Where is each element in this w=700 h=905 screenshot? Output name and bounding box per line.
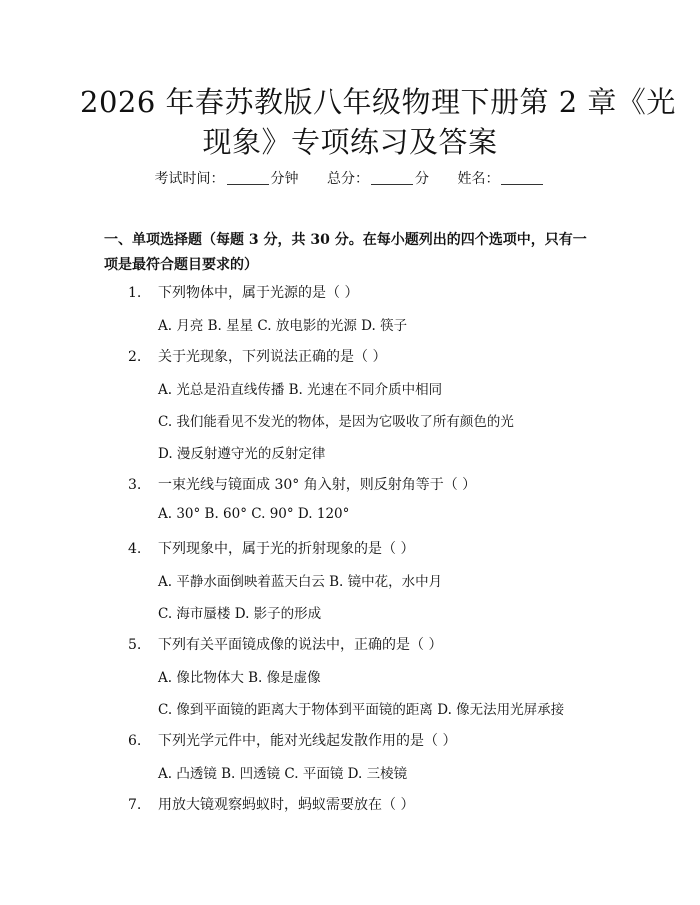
total-score-unit: 分 (415, 171, 429, 187)
exam-time-blank[interactable] (227, 184, 269, 185)
question-3 (128, 474, 476, 494)
question-number: 4. (128, 541, 142, 557)
question-text: 一束光线与镜面成 30° 角入射，则反射角等于（ ） (158, 477, 477, 493)
question-1-options: A. 月亮 B. 星星 C. 放电影的光源 D. 筷子 (158, 318, 408, 334)
question-5-options-cd: C. 像到平面镜的距离大于物体到平面镜的距离 D. 像无法用光屏承接 (158, 702, 565, 718)
title-line-2: 现象》专项练习及答案 (202, 125, 498, 159)
student-name-label: 姓名： (457, 171, 500, 187)
question-2-option-d: D. 漫反射遵守光的反射定律 (158, 446, 326, 462)
question-text: 用放大镜观察蚂蚁时，蚂蚁需要放在（ ） (158, 797, 415, 813)
question-number: 1. (128, 285, 142, 301)
total-score-blank[interactable] (371, 184, 413, 185)
total-score-field (327, 171, 429, 187)
question-3-options: A. 30° B. 60° C. 90° D. 120° (158, 506, 350, 522)
question-2-options-ab: A. 光总是沿直线传播 B. 光速在不同介质中相同 (158, 382, 443, 398)
question-6-options: A. 凸透镜 B. 凹透镜 C. 平面镜 D. 三棱镜 (158, 766, 408, 782)
title-line-1: 2026 年春苏教版八年级物理下册第 2 章《光 (80, 85, 676, 119)
question-text: 关于光现象，下列说法正确的是（ ） (158, 349, 387, 365)
question-number: 7. (128, 797, 142, 813)
question-4-options-cd: C. 海市蜃楼 D. 影子的形成 (158, 606, 322, 622)
exam-time-field (155, 171, 299, 187)
question-2 (128, 346, 386, 366)
question-text: 下列物体中，属于光源的是（ ） (158, 285, 359, 301)
exam-meta (0, 168, 700, 188)
question-text: 下列光学元件中，能对光线起发散作用的是（ ） (158, 733, 457, 749)
question-text: 下列有关平面镜成像的说法中，正确的是（ ） (158, 637, 443, 653)
question-number: 6. (128, 733, 142, 749)
question-number: 5. (128, 637, 142, 653)
question-7 (128, 794, 414, 814)
question-2-option-c: C. 我们能看见不发光的物体，是因为它吸收了所有颜色的光 (158, 414, 514, 430)
question-6 (128, 730, 456, 750)
exam-time-label: 考试时间： (154, 171, 225, 187)
question-4 (128, 538, 414, 558)
section-heading: 一、单项选择题（每题 3 分，共 30 分。在每小题列出的四个选项中，只有一项是最符合题目要求的） (104, 232, 587, 273)
document-title (80, 82, 676, 162)
total-score-label: 总分： (327, 171, 369, 187)
question-1 (128, 282, 358, 302)
question-number: 2. (128, 349, 142, 365)
question-number: 3. (128, 477, 142, 493)
student-name-blank[interactable] (501, 184, 543, 185)
question-4-options-ab: A. 平静水面倒映着蓝天白云 B. 镜中花，水中月 (158, 574, 443, 590)
student-name-field (457, 171, 545, 187)
question-text: 下列现象中，属于光的折射现象的是（ ） (158, 541, 415, 557)
question-5 (128, 634, 442, 654)
exam-time-unit: 分钟 (270, 171, 299, 187)
question-5-options-ab: A. 像比物体大 B. 像是虚像 (158, 670, 321, 686)
